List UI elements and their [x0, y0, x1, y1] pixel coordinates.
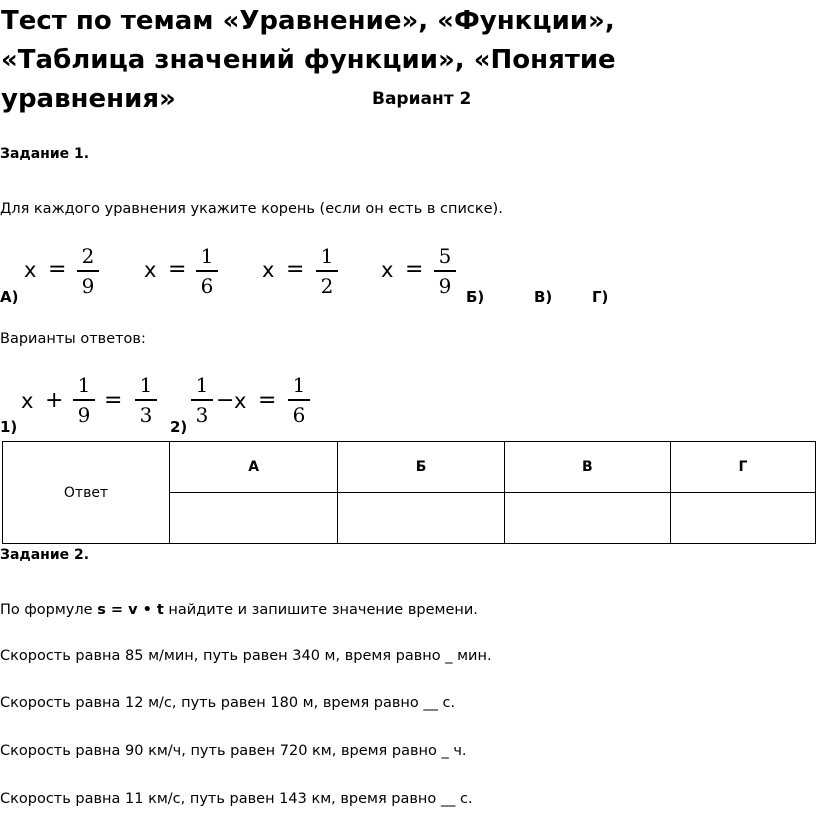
instruction-prefix: По формуле — [0, 602, 98, 618]
minus-sign: − — [216, 388, 235, 413]
page-title: Тест по темам «Уравнение», «Функции», «Таблица значений функции», «Понятие уравнения» — [1, 6, 616, 114]
root-fraction-c: 1 2 — [316, 244, 338, 298]
variant-heading: Вариант 2 — [372, 89, 472, 109]
root-label-c: В) — [534, 288, 553, 306]
equation-label-2: 2) — [170, 418, 188, 436]
root-var: x — [262, 258, 275, 282]
equals-sign: = — [286, 257, 305, 282]
answer-row-label: Ответ — [3, 442, 170, 544]
answer-table — [2, 441, 816, 544]
root-fraction-b: 1 6 — [196, 244, 218, 298]
instruction-suffix: найдите и запишите значение времени. — [163, 602, 478, 618]
equation-var: x — [21, 389, 34, 413]
equation-fraction: 1 3 — [135, 373, 157, 427]
task1-instruction: Для каждого уравнения укажите корень (если он есть в списке). — [0, 201, 503, 217]
root-label-d: Г) — [592, 288, 609, 306]
equation-fraction: 1 6 — [288, 373, 310, 427]
answer-cell-b[interactable] — [338, 493, 504, 544]
column-header-a: А — [170, 442, 338, 493]
column-header-c: В — [504, 442, 670, 493]
task1-heading: Задание 1. — [0, 146, 90, 162]
column-header-d: Г — [670, 442, 815, 493]
column-header-b: Б — [338, 442, 504, 493]
root-fraction-d: 5 9 — [434, 244, 456, 298]
root-var: x — [144, 258, 157, 282]
answer-cell-d[interactable] — [670, 493, 815, 544]
formula: s = v • t — [97, 602, 164, 618]
answer-cell-a[interactable] — [170, 493, 338, 544]
equation-fraction: 1 9 — [73, 373, 95, 427]
task2-item-2: Скорость равна 12 м/с, путь равен 180 м, время равно __ с. — [0, 695, 456, 711]
equals-sign: = — [48, 257, 67, 282]
task2-item-4: Скорость равна 11 км/с, путь равен 143 км, время равно __ с. — [0, 791, 473, 807]
root-fraction-a: 2 9 — [77, 244, 99, 298]
equals-sign: = — [168, 257, 187, 282]
equation-fraction: 1 3 — [191, 373, 213, 427]
equation-var: x — [234, 389, 247, 413]
root-label-b: Б) — [466, 288, 485, 306]
root-var: x — [381, 258, 394, 282]
answer-cell-c[interactable] — [504, 493, 670, 544]
equals-sign: = — [104, 388, 123, 413]
options-heading: Варианты ответов: — [0, 331, 146, 347]
equation-label-1: 1) — [0, 418, 18, 436]
root-label-a: А) — [0, 288, 19, 306]
task2-item-1: Скорость равна 85 м/мин, путь равен 340 м, время равно _ мин. — [0, 648, 492, 664]
equals-sign: = — [258, 388, 277, 413]
root-var: x — [24, 258, 37, 282]
task2-heading: Задание 2. — [0, 547, 90, 563]
plus-sign: + — [45, 388, 64, 413]
task2-instruction — [0, 602, 478, 618]
task2-item-3: Скорость равна 90 км/ч, путь равен 720 км, время равно _ ч. — [0, 743, 467, 759]
equals-sign: = — [405, 257, 424, 282]
